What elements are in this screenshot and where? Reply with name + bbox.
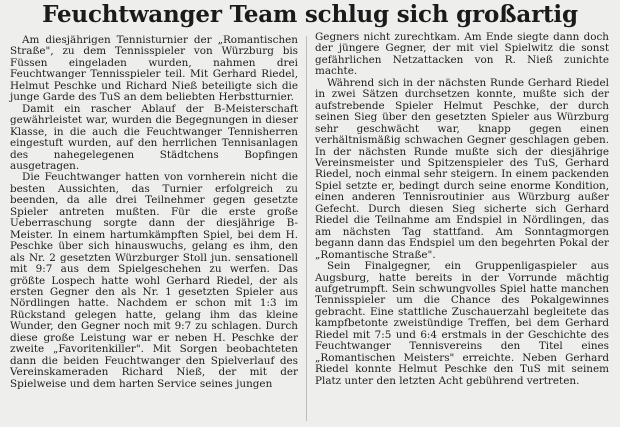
paragraph-first-round: Die Feuchtwanger hatten von vornherein nicht die besten Aussichten, das Turnier erfolgreich zu beenden, da alle drei Teilnehmer gegen gesetzte Spieler antreten mußten. Für die erste große Ueberraschung sorgte dann der diesjährige B-Meister. In einem hartumkämpften Spiel, bei dem H. Peschke über sich hinauswuchs, gelang es ihm, den als Nr. 2 gesetzten Würzburger Stoll jun. sensationell mit 9:7 aus dem Spielgeschehen zu werfen. Das größte Lospech hatte wohl Gerhard Riedel, der als ersten Gegner den als Nr. 1 gesetzten Spieler aus Nördlingen hatte. Nachdem er schon mit 1:3 im Rückstand gelegen hatte, gelang ihm das kleine Wunder, den Gegner noch mit 9:7 zu schlagen. Durch diese große Leistung war er neben H. Peschke der zweite „Favoritenkiller". Mit Sorgen beobachteten dann die beiden Feuchtwanger den Spielverlauf des Vereinskameraden Richard Nieß, der mit der Spielweise und dem harten Service seines jungen (10, 171, 298, 390)
left-column (10, 35, 298, 390)
paragraph-venue: Damit ein rascher Ablauf der B-Meisterschaft gewährleistet war, wurden die Begegnungen in dieser Klasse, in die auch die Feuchtwanger Tennisherren eingestuft wurden, auf den herrlichen Tennisanlagen des nahegelegenen Städtchens Bopfingen ausgetragen. (10, 102, 298, 172)
paragraph-final: Sein Finalgegner, ein Gruppenligaspieler aus Augsburg, hatte bereits in der Vorrunde mächtig aufgetrumpft. Sein schwungvolles Spiel hatte manchen Tennisspieler um die Chance des Pokalgewinnes gebracht. Eine stattliche Zuschauerzahl begleitete das kampfbetonte zweistündige Treffen, bei dem Gerhard Riedel mit 7:5 und 6:4 erstmals in der Geschichte des Feuchtwanger Tennisvereins den Titel eines „Romantischen Meisters" erreichte. Neben Gerhard Riedel konnte Helmut Peschke den TuS mit seinem Platz unter den letzten Acht gebührend vertreten. (315, 260, 609, 387)
right-column (315, 32, 609, 387)
headline: Feuchtwanger Team schlug sich großartig (42, 1, 578, 28)
paragraph-next-rounds: Während sich in der nächsten Runde Gerhard Riedel in zwei Sätzen durchsetzen konnte, mußte sich der aufstrebende Spieler Helmut Peschke, der durch seinen Sieg über den gesetzten Spieler aus Würzburg sehr geschwächt war, knapp gegen einen verhältnismäßig schwachen Gegner geschlagen geben. In der nächsten Runde mußte sich der diesjährige Vereinsmeister und Spitzenspieler des TuS, Gerhard Riedel, noch einmal sehr steigern. In einem packenden Spiel setzte er, bedingt durch seine enorme Kondition, einen anderen Tennisroutinier aus Würzburg außer Gefecht. Durch diesen Sieg sicherte sich Gerhard Riedel die Teilnahme am Endspiel in Nördlingen, das am nächsten Tag stattfand. Am Sonntagmorgen begann dann das Endspiel um den begehrten Pokal der „Romantische Straße". (315, 76, 609, 261)
column-divider (306, 36, 307, 421)
paragraph-continuation: Gegners nicht zurechtkam. Am Ende siegte dann doch der jüngere Gegner, der mit viel Spielwitz die sonst gefährlichen Netzattacken von R. Nieß zunichte machte. (315, 31, 609, 78)
paragraph-intro: Am diesjährigen Tennisturnier der „Romantischen Straße", zu dem Tennisspieler von Würzburg bis Füssen eingeladen wurden, nahmen drei Feuchtwanger Tennisspieler teil. Mit Gerhard Riedel, Helmut Peschke und Richard Nieß beteiligte sich die junge Garde des TuS an dem beliebten Herbstturnier. (10, 34, 298, 104)
